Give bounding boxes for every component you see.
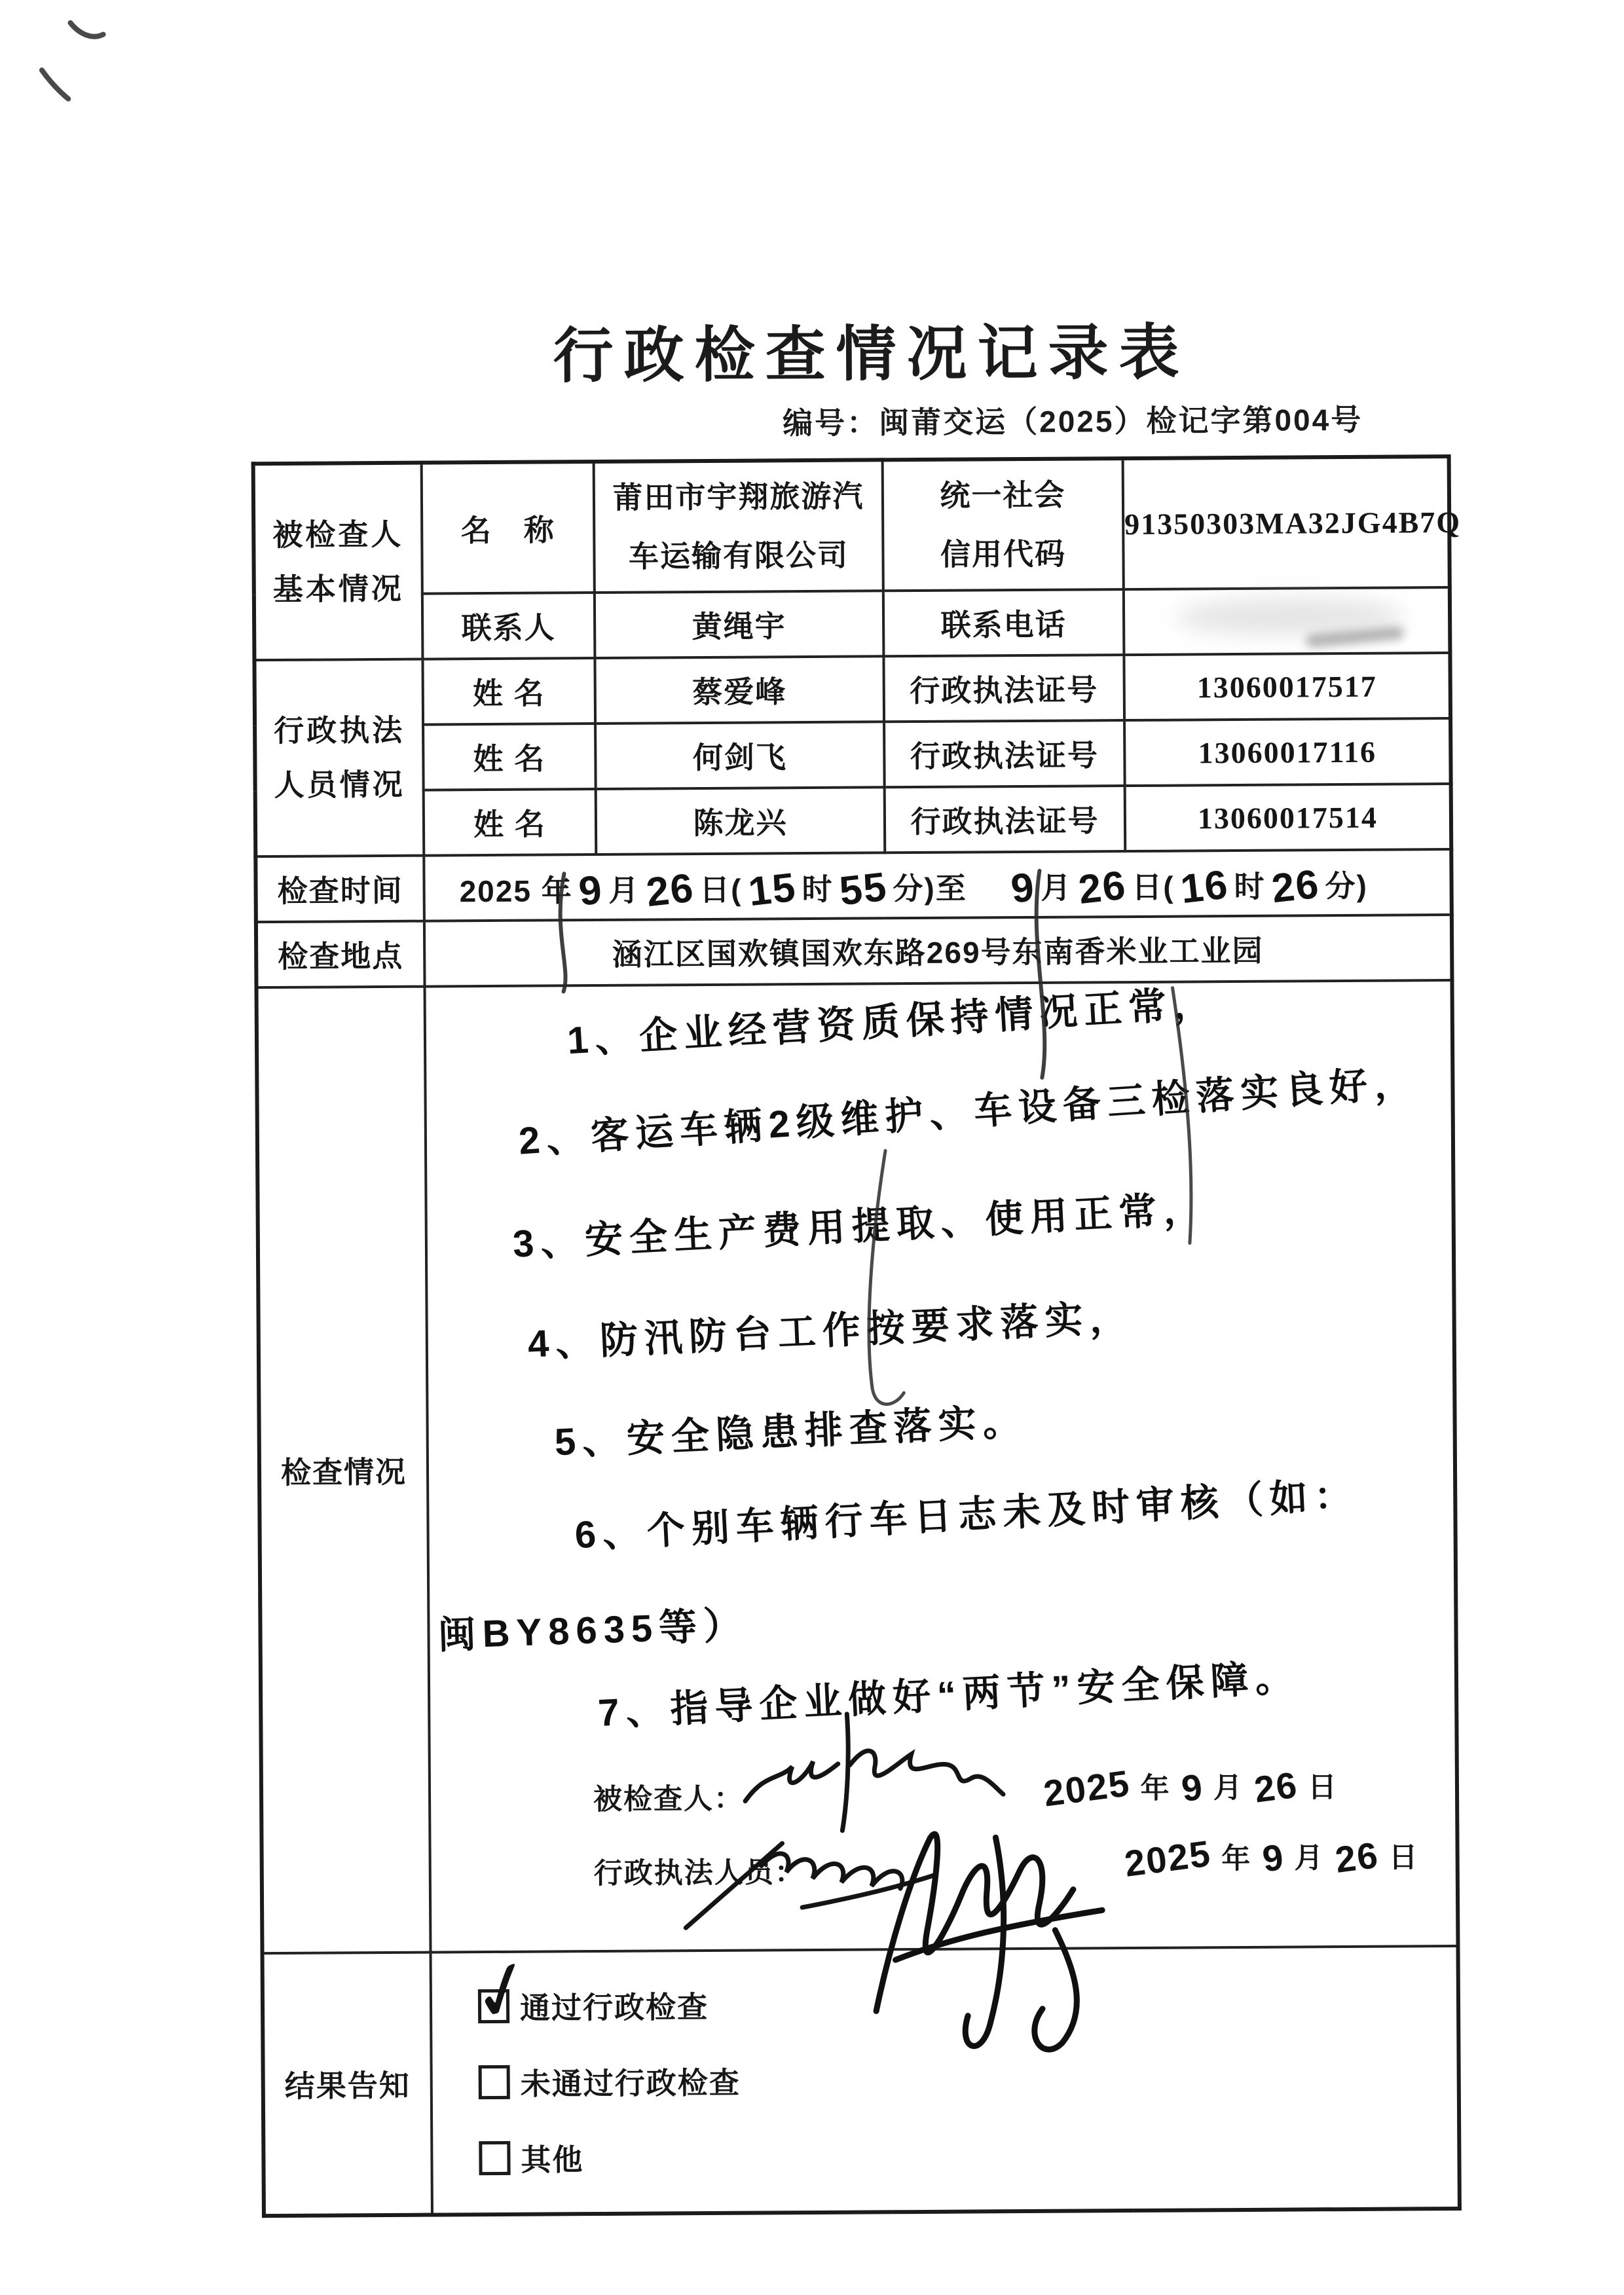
- row-contact: [254, 587, 1450, 660]
- time-printed: 日(: [1132, 870, 1175, 904]
- time-printed: 月: [608, 873, 640, 908]
- section-label-officers: [254, 659, 424, 857]
- field-label-officer-name: 姓 名: [423, 724, 596, 790]
- row-officer-3: [255, 784, 1452, 856]
- field-label-credit-code: [883, 458, 1124, 591]
- time-handwritten-minute2: 26: [1269, 861, 1322, 911]
- cert-no-value: 13060017514: [1125, 784, 1452, 851]
- checkbox-other: [479, 2141, 510, 2175]
- row-inspection-place: [256, 915, 1452, 987]
- date-handwritten-month: 9: [1179, 1765, 1206, 1810]
- credit-code-value: 91350303MA32JG4B7Q: [1123, 456, 1450, 589]
- field-label-phone: 联系电话: [883, 589, 1124, 656]
- field-label-inspection-time: 检查时间: [255, 856, 424, 923]
- handwritten-note-line: 3、安全生产费用提取、使用正常，: [511, 1187, 1209, 1266]
- result-option-label: 未通过行政检查: [520, 2065, 741, 2101]
- time-printed: 月: [1041, 870, 1073, 905]
- credit-code-label-line: 统一社会: [940, 477, 1066, 513]
- company-name-line: 莆田市宇翔旅游汽: [612, 479, 864, 515]
- row-result-notice: [263, 1946, 1460, 2216]
- field-label-cert-no: 行政执法证号: [884, 720, 1125, 787]
- handwritten-note-line: 闽BY8635等）: [437, 1604, 749, 1657]
- inspection-time-value: [424, 849, 1452, 921]
- inspected-party-sign-date: [1041, 1762, 1338, 1814]
- field-label-contact: 联系人: [422, 593, 595, 659]
- officers-sign-date: [1122, 1832, 1419, 1884]
- field-label-inspection-details: 检查情况: [257, 987, 431, 1954]
- result-option-pass: [461, 1938, 1456, 2044]
- date-printed: 月: [1213, 1771, 1244, 1805]
- inspected-party-sign-label: 被检查人：: [593, 1782, 745, 1816]
- date-handwritten-day: 26: [1333, 1833, 1381, 1881]
- section-label-line: 被检查人: [272, 517, 404, 552]
- time-printed: 时: [1234, 869, 1266, 904]
- row-inspected-name: [253, 456, 1450, 595]
- date-printed: 月: [1294, 1842, 1325, 1875]
- handwritten-note-line: 1、企业经营资质保持情况正常，: [566, 982, 1219, 1063]
- handwritten-note-line: 2、客运车辆2级维护、车设备三检落实良好，: [517, 1061, 1420, 1163]
- cert-no-value: 13060017517: [1124, 653, 1450, 720]
- result-option-fail: [479, 2055, 1457, 2104]
- field-label-officer-name: 姓 名: [424, 789, 597, 856]
- cert-no-value: 13060017116: [1124, 718, 1451, 786]
- result-option-other: [479, 2131, 1457, 2180]
- officer-name-value: 陈龙兴: [596, 787, 885, 854]
- field-label-cert-no: 行政执法证号: [885, 786, 1126, 853]
- date-printed: 年: [1221, 1842, 1252, 1875]
- row-inspection-details: [257, 980, 1458, 1953]
- inspection-place-value: 涵江区国欢镇国欢东路269号东南香米业工业园: [424, 915, 1452, 987]
- time-handwritten-day1: 26: [644, 864, 697, 915]
- row-inspection-time: [255, 849, 1452, 922]
- time-handwritten-month2: 9: [1008, 864, 1038, 912]
- field-label-cert-no: 行政执法证号: [883, 655, 1124, 722]
- inspection-details-content: [425, 980, 1458, 1953]
- time-handwritten-day2: 26: [1076, 862, 1129, 913]
- time-handwritten-minute1: 55: [837, 864, 890, 914]
- time-printed: 时: [802, 872, 834, 906]
- handwritten-note-line: 5、安全隐患排查落实。: [553, 1400, 1028, 1464]
- date-handwritten-year: 2025: [1122, 1832, 1214, 1884]
- checkbox-pass: [461, 1938, 545, 2044]
- checkbox-fail: [479, 2065, 510, 2099]
- row-officer-2: [255, 718, 1451, 791]
- officer-name-value: 何剑飞: [595, 722, 885, 789]
- result-option-label: 通过行政检查: [519, 1989, 709, 2025]
- date-printed: 日: [1307, 1771, 1338, 1804]
- time-handwritten-hour2: 16: [1178, 861, 1231, 912]
- section-label-line: 人员情况: [274, 767, 405, 803]
- section-label-line: 行政执法: [273, 712, 405, 748]
- phone-value-redacted: [1124, 587, 1450, 655]
- field-label-name: 名 称: [422, 462, 595, 594]
- company-name-value: [594, 460, 883, 593]
- time-printed: 分)至: [893, 871, 967, 906]
- date-handwritten-month: 9: [1259, 1835, 1287, 1880]
- time-handwritten-hour1: 15: [746, 864, 799, 915]
- time-printed: 2025 年: [459, 873, 573, 908]
- credit-code-label-line: 信用代码: [940, 536, 1067, 572]
- date-handwritten-day: 26: [1251, 1763, 1301, 1810]
- handwritten-note-line: 7、指导企业做好“两节”安全保障。: [597, 1655, 1301, 1735]
- date-printed: 日: [1388, 1841, 1419, 1874]
- handwritten-note-line: 6、个别车辆行车日志未及时审核（如：: [574, 1473, 1360, 1557]
- date-printed: 年: [1140, 1772, 1171, 1805]
- company-name-line: 车运输有限公司: [628, 538, 849, 574]
- officers-sign-label: 行政执法人员：: [593, 1856, 805, 1890]
- date-handwritten-year: 2025: [1041, 1762, 1133, 1814]
- doc-number: 编号：闽莆交运（2025）检记字第004号: [783, 402, 1363, 441]
- contact-name-value: 黄绳宇: [595, 591, 884, 658]
- section-label-inspected-party: [253, 463, 423, 661]
- inspection-form-table: [251, 454, 1462, 2218]
- inspection-time-line: [425, 859, 1449, 915]
- officer-name-value: 蔡爱峰: [595, 656, 884, 724]
- time-printed: 分): [1325, 868, 1368, 903]
- time-handwritten-month1: 9: [576, 866, 606, 915]
- checkmark-icon: ✓: [461, 1938, 545, 2044]
- field-label-officer-name: 姓 名: [422, 658, 595, 725]
- time-printed: 日(: [699, 872, 743, 907]
- row-officer-1: [254, 653, 1450, 725]
- field-label-result-notice: 结果告知: [263, 1953, 432, 2216]
- handwritten-note-line: 4、防汛防台工作按要求落实，: [526, 1296, 1135, 1366]
- result-options: [431, 1938, 1460, 2215]
- section-label-line: 基本情况: [272, 571, 404, 606]
- result-option-label: 其他: [521, 2142, 584, 2177]
- field-label-inspection-place: 检查地点: [256, 921, 425, 988]
- page-title: 行政检查情况记录表: [553, 319, 1190, 390]
